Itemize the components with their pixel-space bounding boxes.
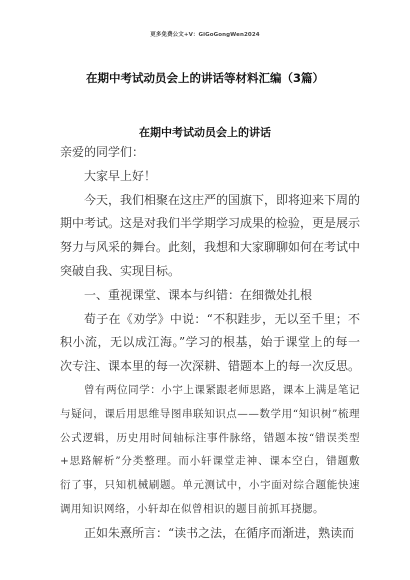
salutation: 亲爱的同学们： <box>60 145 145 159</box>
paragraph-example: 曾有两位同学：小宇上课紧跟老师思路，课本上满是笔记与疑问，课后用思维导图串联知识点——数学用“知识树”梳理公式逻辑，历史用时间轴标注事件脉络，错题本按“错误类型+思路解析”分类整理。而小轩课堂走神、课本空白，错题敷衍了事，只知机械刷题。单元测试中，小宇面对综合题能快速调用知识网络，小轩却在似曾相识的题目前抓耳挠腮。 <box>60 383 360 515</box>
section-title: 在期中考试动员会上的讲话 <box>139 126 271 139</box>
paragraph-intro: 今天，我们相聚在这庄严的国旗下，即将迎来下周的期中考试。这是对我们半学期学习成果的检验，更是展示努力与风采的舞台。此刻，我想和大家聊聊如何在考试中突破自我、实现目标。 <box>60 192 361 278</box>
greeting: 大家早上好！ <box>84 168 157 183</box>
paragraph-zhuxi: 正如朱熹所言：“读书之法，在循序而渐进，熟读而 <box>84 525 355 540</box>
paragraph-quote: 荀子在《劝学》中说：“不积跬步，无以至千里；不积小流，无以成江海。”学习的根基，始于课堂上的每一次专注、课本里的每一次深耕、错题本上的每一次反思。 <box>60 311 361 374</box>
header-note: 更多免费公文+V：GiGoGongWen2024 <box>150 32 260 38</box>
document-title: 在期中考试动员会上的讲话等材料汇编（3篇） <box>86 71 324 85</box>
section-heading-1: 一、重视课堂、课本与纠错：在细微处扎根 <box>84 287 313 302</box>
document-body <box>60 141 360 546</box>
